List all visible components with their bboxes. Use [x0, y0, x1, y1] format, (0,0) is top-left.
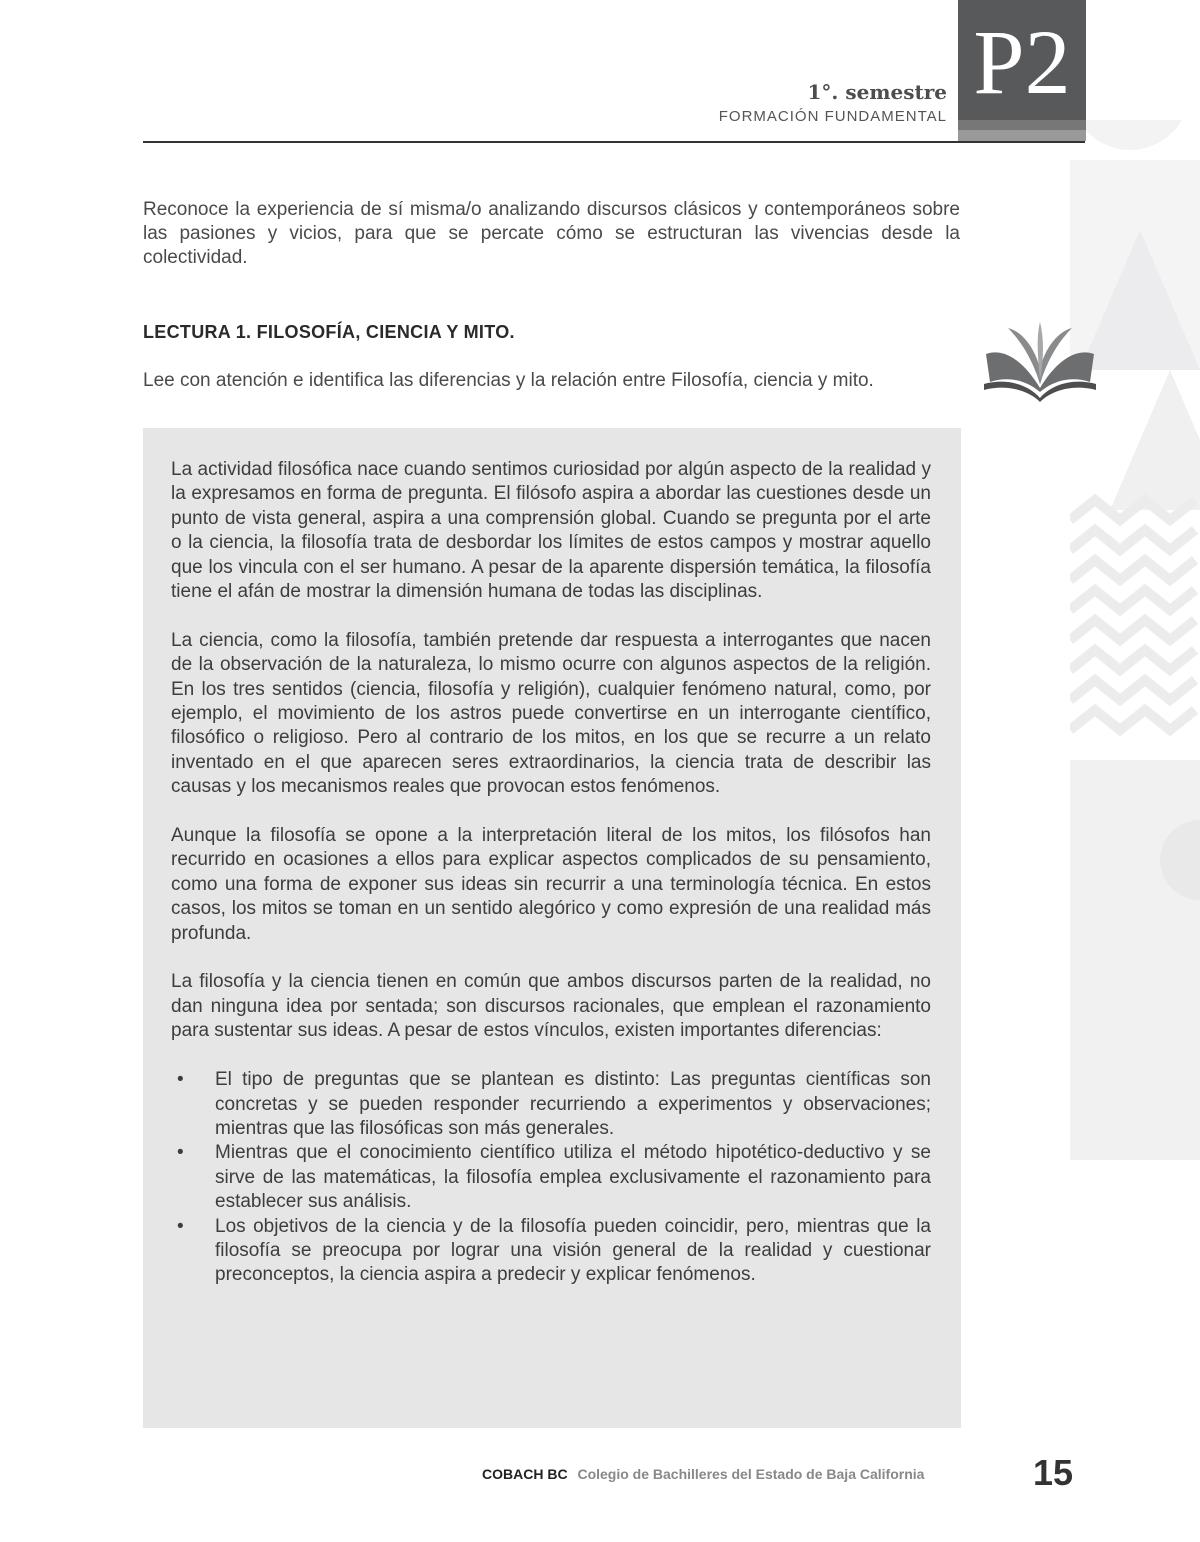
lectura-instruction: Lee con atención e identifica las diferencias y la relación entre Filosofía, ciencia y mito. — [143, 370, 874, 391]
page-number: 15 — [1033, 1452, 1074, 1493]
intro-paragraph: Reconoce la experiencia de sí misma/o analizando discursos clásicos y contemporáneos sobre las pasiones y vicios, para que se percate cómo se estructuran las vivencias desde la colectividad. — [143, 199, 960, 268]
open-book-icon — [982, 318, 1098, 402]
differences-list — [171, 1068, 931, 1288]
module-code-box — [958, 0, 1086, 120]
header-divider — [143, 141, 1085, 143]
module-code-stripe-light — [958, 130, 1086, 141]
reading-paragraph-3: Aunque la filosofía se opone a la interpretación literal de los mitos, los filósofos han recurrido en ocasiones a ellos para explicar aspectos complicados de su pensamiento, como una forma de exponer sus ideas sin recurrir a una terminología técnica. En estos casos, los mitos se toman en un sentido alegórico y como expresión de una realidad más profunda. — [171, 825, 931, 944]
reading-paragraph-2: La ciencia, como la filosofía, también pretende dar respuesta a interrogantes que nacen de la observación de la naturaleza, lo mismo ocurre con algunos aspectos de la religión. En los tres sentidos (ciencia, filosofía y religión), cualquier fenómeno natural, como, por ejemplo, el movimiento de los astros puede convertirse en un interrogante científico, filosófico o religioso. Pero al contrario de los mitos, en los que se recurre a un relato inventado en el que aparecen seres extraordinarios, la ciencia trata de describir las causas y los mecanismos reales que provocan estos fenómenos. — [171, 629, 931, 798]
list-item — [171, 1068, 931, 1141]
bullet-icon: • — [177, 1142, 184, 1164]
subject-area-label: FORMACIÓN FUNDAMENTAL — [718, 108, 947, 125]
footer — [482, 1466, 924, 1482]
reading-box — [143, 428, 961, 1428]
footer-college: Colegio de Bachilleres del Estado de Baja California — [577, 1466, 925, 1482]
bullet-icon: • — [177, 1215, 184, 1237]
reading-paragraph-1: La actividad filosófica nace cuando sentimos curiosidad por algún aspecto de la realidad y la expresamos en forma de pregunta. El filósofo aspira a abordar las cuestiones desde un punto de vista general, aspira a una comprensión global. Cuando se pregunta por el arte o la ciencia, la filosofía trata de desbordar los límites de estos campos y mostrar aquello que los vincula con el ser humano. A pesar de la aparente dispersión temática, la filosofía tiene el afán de mostrar la dimensión humana de todas las disciplinas. — [171, 459, 931, 603]
list-item-text: Mientras que el conocimiento científico utiliza el método hipotético-deductivo y se sirve de las matemáticas, la filosofía emplea exclusivamente el razonamiento para establecer sus análisis. — [215, 1142, 931, 1213]
list-item-text: Los objetivos de la ciencia y de la filosofía pueden coincidir, pero, mientras que la filosofía se preocupa por lograr una visión general de la realidad y cuestionar preconceptos, la ciencia aspira a predecir y explicar fenómenos. — [215, 1215, 931, 1286]
lectura-title: LECTURA 1. FILOSOFÍA, CIENCIA Y MITO. — [143, 322, 515, 342]
reading-paragraph-4: La filosofía y la ciencia tienen en común que ambos discursos parten de la realidad, no dan ninguna idea por sentada; son discursos racionales, que emplean el razonamiento para sustentar sus ideas. A pesar de estos vínculos, existen importantes diferencias: — [171, 971, 931, 1042]
module-code: P2 — [973, 11, 1071, 113]
module-code-stripe — [958, 120, 1086, 130]
bullet-icon: • — [177, 1069, 184, 1091]
list-item — [171, 1215, 931, 1288]
footer-brand: COBACH BC — [482, 1466, 568, 1482]
list-item-text: El tipo de preguntas que se plantean es distinto: Las preguntas científicas son concretas y se pueden responder recurriendo a experimentos y observaciones; mientras que las filosóficas son más generales. — [215, 1069, 931, 1139]
decorative-pattern — [1070, 120, 1200, 1160]
list-item — [171, 1141, 931, 1214]
semester-label: 1°. semestre — [807, 80, 947, 104]
